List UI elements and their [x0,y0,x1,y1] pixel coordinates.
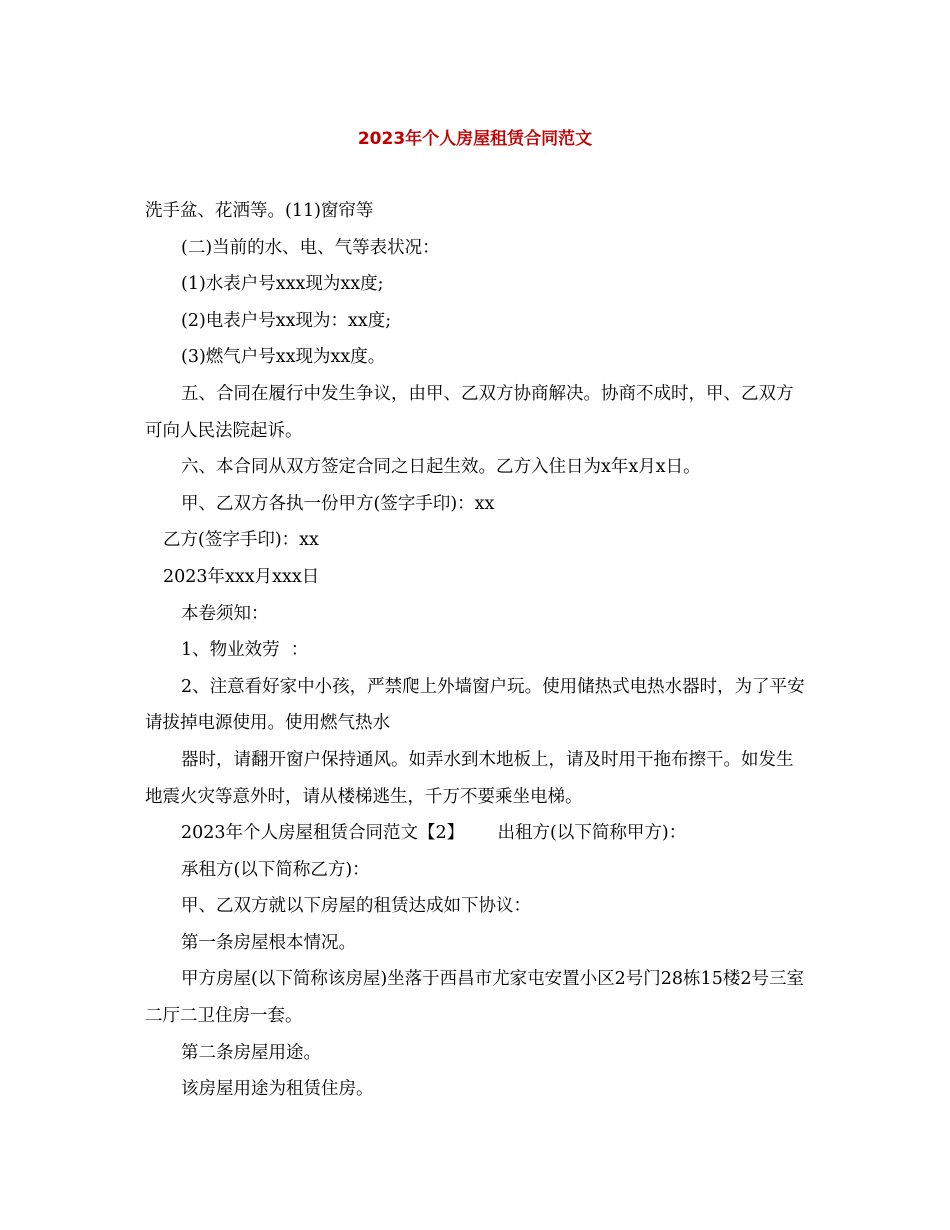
document-title: 2023年个人房屋租赁合同范文 [357,129,593,149]
paragraph: 器时，请翻开窗户保持通风。如弄水到木地板上，请及时用干拖布擦干。如发生地震火灾等意外时，请从楼梯逃生，千万不要乘坐电梯。 [145,749,794,807]
paragraph: 甲方房屋(以下简称该房屋)坐落于西昌市尤家屯安置小区2号门28栋15楼2号三室二厅二卫住房一套。 [145,969,804,1027]
paragraph: (1)水表户号xxx现为xx度; [181,274,384,295]
paragraph: 第一条房屋根本情况。 [181,932,356,953]
paragraph: 六、本合同从双方签定合同之日起生效。乙方入住日为x年x月x日。 [181,457,701,478]
paragraph: (二)当前的水、电、气等表状况： [181,237,440,258]
paragraph: 2、注意看好家中小孩，严禁爬上外墙窗户玩。使用储热式电热水器时，为了平安请拔掉电源使用。使用燃气热水 [145,676,805,734]
paragraph: 1、物业效劳 ： [181,640,309,661]
paragraph: (3)燃气户号xx现为xx度。 [181,347,386,368]
paragraph: 甲、乙双方各执一份甲方(签字手印)：xx [181,493,495,514]
document-body [145,193,810,1108]
paragraph: 该房屋用途为租赁住房。 [181,1079,374,1100]
paragraph: 2023年xxx月xxx日 [163,566,320,587]
paragraph: 本卷须知： [181,603,269,624]
paragraph: 乙方(签字手印)：xx [163,530,319,551]
paragraph: 承租方(以下简称乙方)： [181,859,370,880]
paragraph: 洗手盆、花洒等。(11)窗帘等 [145,201,374,221]
paragraph: 2023年个人房屋租赁合同范文【2】 出租方(以下简称甲方)： [181,823,687,844]
paragraph: 五、合同在履行中发生争议，由甲、乙双方协商解决。协商不成时，甲、乙双方可向人民法院起诉。 [145,383,794,441]
paragraph: 甲、乙双方就以下房屋的租赁达成如下协议： [181,896,531,917]
paragraph: (2)电表户号xx现为：xx度; [181,310,392,331]
paragraph: 第二条房屋用途。 [181,1042,321,1063]
